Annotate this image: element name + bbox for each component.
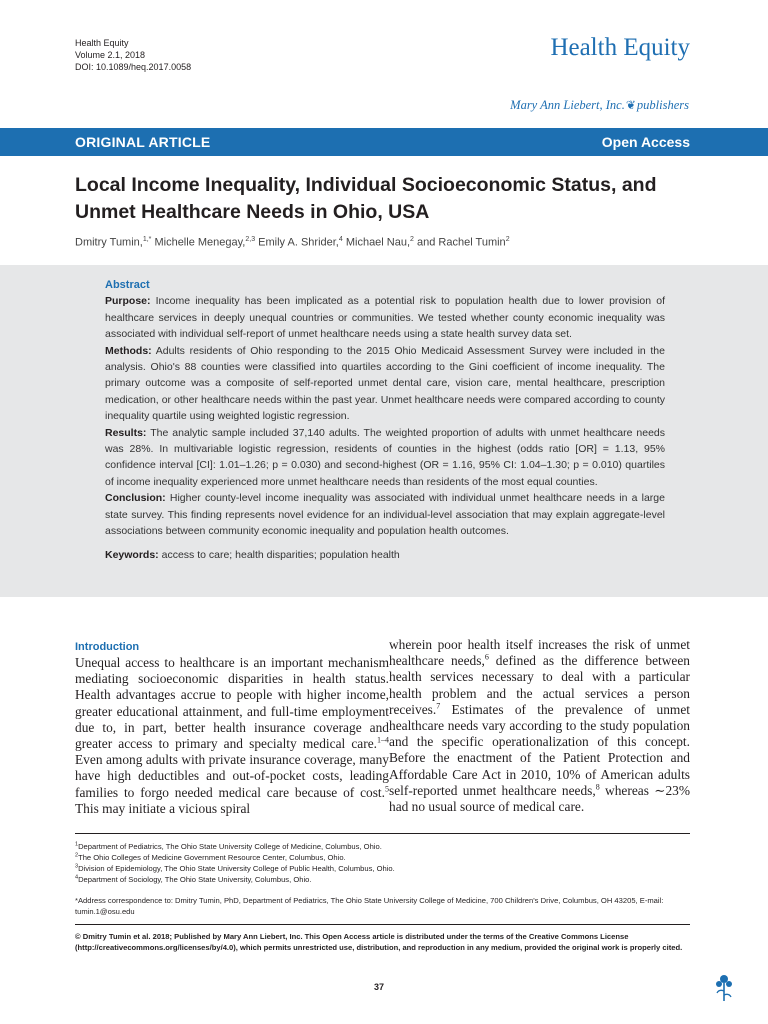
page-number: 37: [374, 982, 385, 992]
citation-ref[interactable]: 6: [484, 652, 489, 662]
body-column-left: [75, 639, 389, 817]
license-divider: [75, 924, 690, 925]
affil-text: Department of Sociology, The Ohio State University, Columbus, Ohio.: [78, 875, 312, 884]
body-text: Unequal access to healthcare is an important mechanism mediating socioeconomic disparities in health status. Health advantages accrue to people with higher income, greater educational attainment, and full-time employment due to, in part, better health insurance coverage and greater access to primary and specialty medical care.: [75, 655, 389, 752]
affiliation-item: [75, 863, 690, 874]
publisher-suffix: publishers: [636, 98, 689, 112]
keywords-text: access to care; health disparities; population health: [158, 548, 400, 561]
citation-ref[interactable]: 7: [436, 701, 441, 711]
license-statement: © Dmitry Tumin et al. 2018; Published by Mary Ann Liebert, Inc. This Open Access article is distributed under the terms of the Creative Commons License (http://creativecommons.org/licenses/by/4.0), which permits unrestricted use, distribution, and reproduction in any medium, provided the original work is properly cited.: [75, 932, 683, 952]
abstract-label: Methods:: [105, 344, 152, 357]
meta-volume: Volume 2.1, 2018: [75, 50, 146, 60]
citation-ref[interactable]: 8: [595, 782, 600, 792]
article-title: Local Income Inequality, Individual Socioeconomic Status, and Unmet Healthcare Needs in Ohio, USA: [75, 174, 657, 223]
article-type-label: ORIGINAL ARTICLE: [75, 134, 211, 150]
abstract-text: Income inequality has been implicated as a potential risk to population health due to lower provision of healthcare services in deeply unequal countries or communities. We tested whether county economic inequality was associated with individual self-report of unmet healthcare needs using a state health survey data set.: [105, 295, 665, 341]
abstract-results: [105, 425, 665, 491]
author-affil-ref: 1,*: [142, 236, 152, 243]
publisher-logo: [510, 98, 689, 113]
affil-number: 1: [75, 841, 79, 848]
section-heading-introduction: Introduction: [75, 641, 140, 653]
abstract-text: Higher county-level income inequality was associated with individual unmet healthcare needs in a large state survey. This finding represents novel evidence for an individual-level association that may explain aggregate-level associations between community economic inequality and population health outcomes.: [105, 492, 665, 538]
correspondence-note: *Address correspondence to: Dmitry Tumin, PhD, Department of Pediatrics, The Ohio State University College of Medicine, 700 Children's Drive, Columbus, OH 43205, E-mail: tumin.1@osu.edu: [75, 896, 664, 916]
abstract-heading: Abstract: [105, 279, 150, 291]
publisher-flower-icon: [713, 973, 735, 1003]
author-affil-ref: 2: [505, 236, 510, 243]
keywords-label: Keywords:: [105, 548, 159, 561]
abstract-purpose: [105, 293, 665, 342]
author-name[interactable]: Michelle Menegay,: [154, 236, 246, 249]
body-text: This may initiate a vicious spiral: [75, 800, 251, 816]
journal-logo-text: Health Equity: [550, 34, 690, 61]
body-text: whereas ∼23% had no usual source of medical care.: [389, 782, 691, 815]
author-name[interactable]: and Rachel Tumin: [417, 236, 506, 249]
affil-number: 4: [75, 874, 79, 881]
affil-text: The Ohio Colleges of Medicine Government Resource Center, Columbus, Ohio.: [78, 853, 346, 862]
intro-paragraph: [75, 655, 389, 817]
open-access-label: Open Access: [601, 134, 690, 150]
affil-text: Department of Pediatrics, The Ohio State University College of Medicine, Columbus, Ohio.: [78, 842, 382, 851]
abstract-text: Adults residents of Ohio responding to the 2015 Ohio Medicaid Assessment Survey were included in the analysis. Ohio's 88 counties were classified into quartiles according to the Gini coefficient of income inequality. The primary outcome was a composite of self-reported unmet dental care, vision care, mental healthcare, prescription medication, or other healthcare needs within the past year. Unmet healthcare needs were compared according to county inequality quartile using weighted logistic regression.: [105, 344, 665, 423]
affiliation-item: [75, 841, 690, 852]
author-name[interactable]: Emily A. Shrider,: [258, 236, 339, 249]
abstract-label: Purpose:: [105, 295, 151, 308]
affil-number: 2: [75, 852, 79, 859]
citation-ref[interactable]: 1–4: [377, 735, 389, 745]
author-affil-ref: 2,3: [245, 236, 256, 243]
abstract-methods: [105, 343, 665, 425]
footnote-divider: [75, 833, 690, 834]
affiliation-item: [75, 852, 690, 863]
author-name[interactable]: Michael Nau,: [345, 236, 411, 249]
abstract: [105, 277, 665, 563]
intro-paragraph-continued: [389, 637, 690, 815]
meta-journal: Health Equity: [75, 38, 129, 48]
body-column-right: [389, 637, 690, 815]
journal-meta: [75, 37, 191, 73]
body-text: wherein poor health itself increases the risk of unmet healthcare needs,: [389, 637, 690, 669]
publisher-name: Mary Ann Liebert, Inc.: [510, 98, 625, 112]
flower-icon: ❦: [625, 98, 636, 112]
author-affil-ref: 4: [338, 236, 343, 243]
author-affil-ref: 2: [410, 236, 414, 243]
affil-text: Division of Epidemiology, The Ohio State University College of Public Health, Columbus, Ohio.: [78, 864, 395, 873]
body-text: defined as the difference between health services necessary to deal with a particular health problem and the actual services a person receives.: [389, 653, 690, 717]
abstract-label: Conclusion:: [105, 492, 166, 505]
abstract-text: The analytic sample included 37,140 adults. The weighted proportion of adults with unmet healthcare needs was 28%. In multivariable logistic regression, residents of counties in the highest (odds ratio [OR] = 1.13, 95% confidence interval [CI]: 1.01–1.26; p = 0.030) and second-highest (OR = 1.16, 95% CI: 1.04–1.30; p = 0.010) quartiles of income inequality experienced more unmet healthcare needs than residents of the most equal counties.: [105, 426, 665, 488]
body-text: Estimates of the prevalence of unmet healthcare needs vary according to the study population and the specific operationalization of this concept. Before the enactment of the Patient Protection and Affordable Care Act in 2010, 10% of American adults self-reported unmet healthcare needs,: [389, 701, 690, 798]
abstract-conclusion: [105, 490, 665, 539]
affil-number: 3: [75, 863, 79, 870]
body-text: Even among adults with private insurance coverage, many have high deductibles and out-of-pocket costs, leading families to forgo needed medical care because of cost.: [75, 752, 389, 800]
author-list: [75, 236, 510, 249]
affiliations: [75, 841, 690, 885]
meta-doi: DOI: 10.1089/heq.2017.0058: [75, 62, 192, 72]
article-type-banner: [0, 128, 768, 156]
keywords: [105, 547, 665, 563]
affiliation-item: [75, 874, 690, 885]
citation-ref[interactable]: 5: [385, 784, 389, 794]
author-name[interactable]: Dmitry Tumin,: [75, 236, 143, 249]
abstract-label: Results:: [105, 426, 147, 439]
